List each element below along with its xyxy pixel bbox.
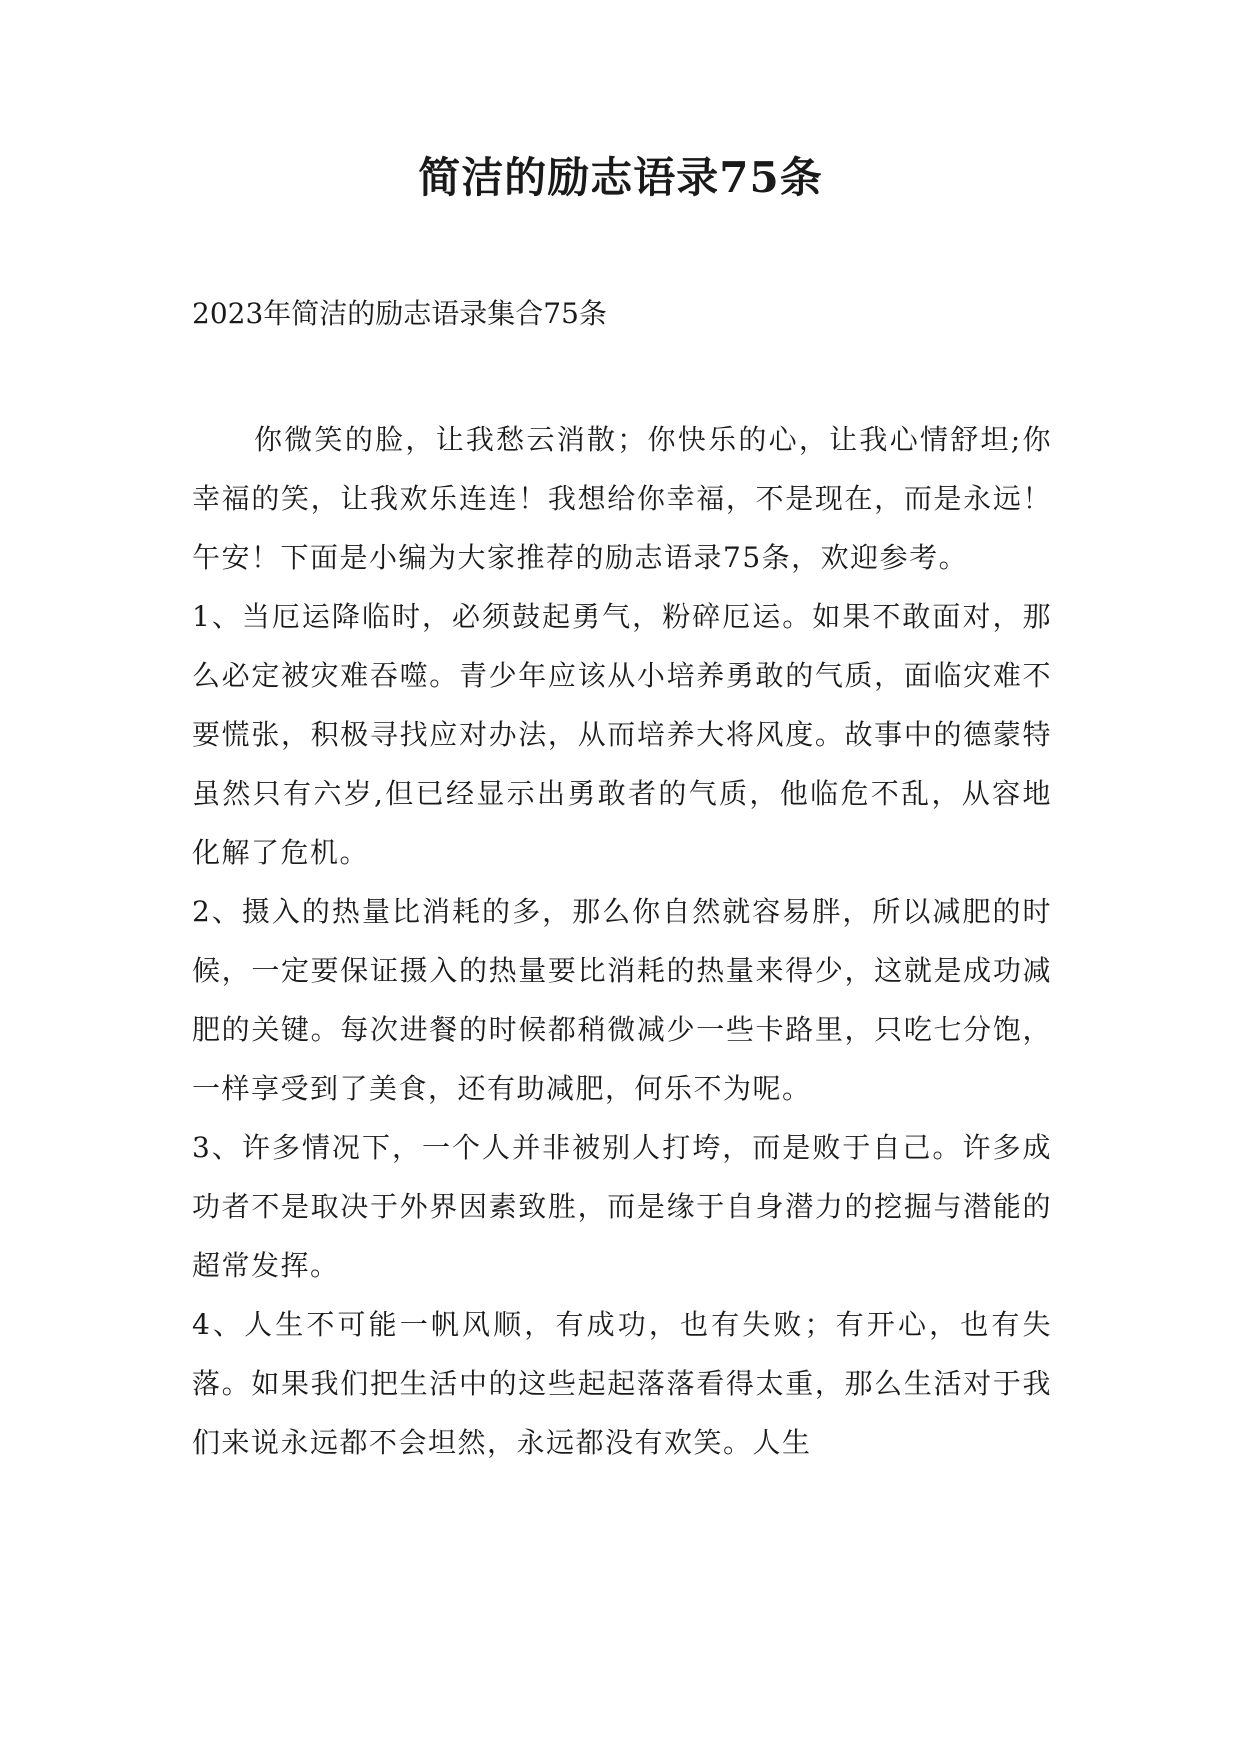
document-body	[192, 410, 1052, 1472]
document-subtitle: 2023年简洁的励志语录集合75条	[192, 297, 607, 330]
list-item: 4、人生不可能一帆风顺，有成功，也有失败；有开心，也有失落。如果我们把生活中的这些起起落落看得太重，那么生活对于我们来说永远都不会坦然，永远都没有欢笑。人生	[192, 1308, 1052, 1459]
list-item: 3、许多情况下，一个人并非被别人打垮，而是败于自己。许多成功者不是取决于外界因素致胜，而是缘于自身潜力的挖掘与潜能的超常发挥。	[192, 1131, 1052, 1282]
list-item: 1、当厄运降临时，必须鼓起勇气，粉碎厄运。如果不敢面对，那么必定被灾难吞噬。青少年应该从小培养勇敢的气质，面临灾难不要慌张，积极寻找应对办法，从而培养大将风度。故事中的德蒙特虽然只有六岁,但已经显示出勇敢者的气质，他临危不乱，从容地化解了危机。	[192, 600, 1052, 869]
list-item: 2、摄入的热量比消耗的多，那么你自然就容易胖，所以减肥的时候，一定要保证摄入的热量要比消耗的热量来得少，这就是成功减肥的关键。每次进餐的时候都稍微减少一些卡路里，只吃七分饱，一样享受到了美食，还有助减肥，何乐不为呢。	[192, 895, 1052, 1105]
intro-paragraph: 你微笑的脸，让我愁云消散；你快乐的心，让我心情舒坦;你幸福的笑，让我欢乐连连！我想给你幸福，不是现在，而是永远！午安！下面是小编为大家推荐的励志语录75条，欢迎参考。	[192, 423, 1052, 574]
document-title: 简洁的励志语录75条	[418, 153, 823, 202]
